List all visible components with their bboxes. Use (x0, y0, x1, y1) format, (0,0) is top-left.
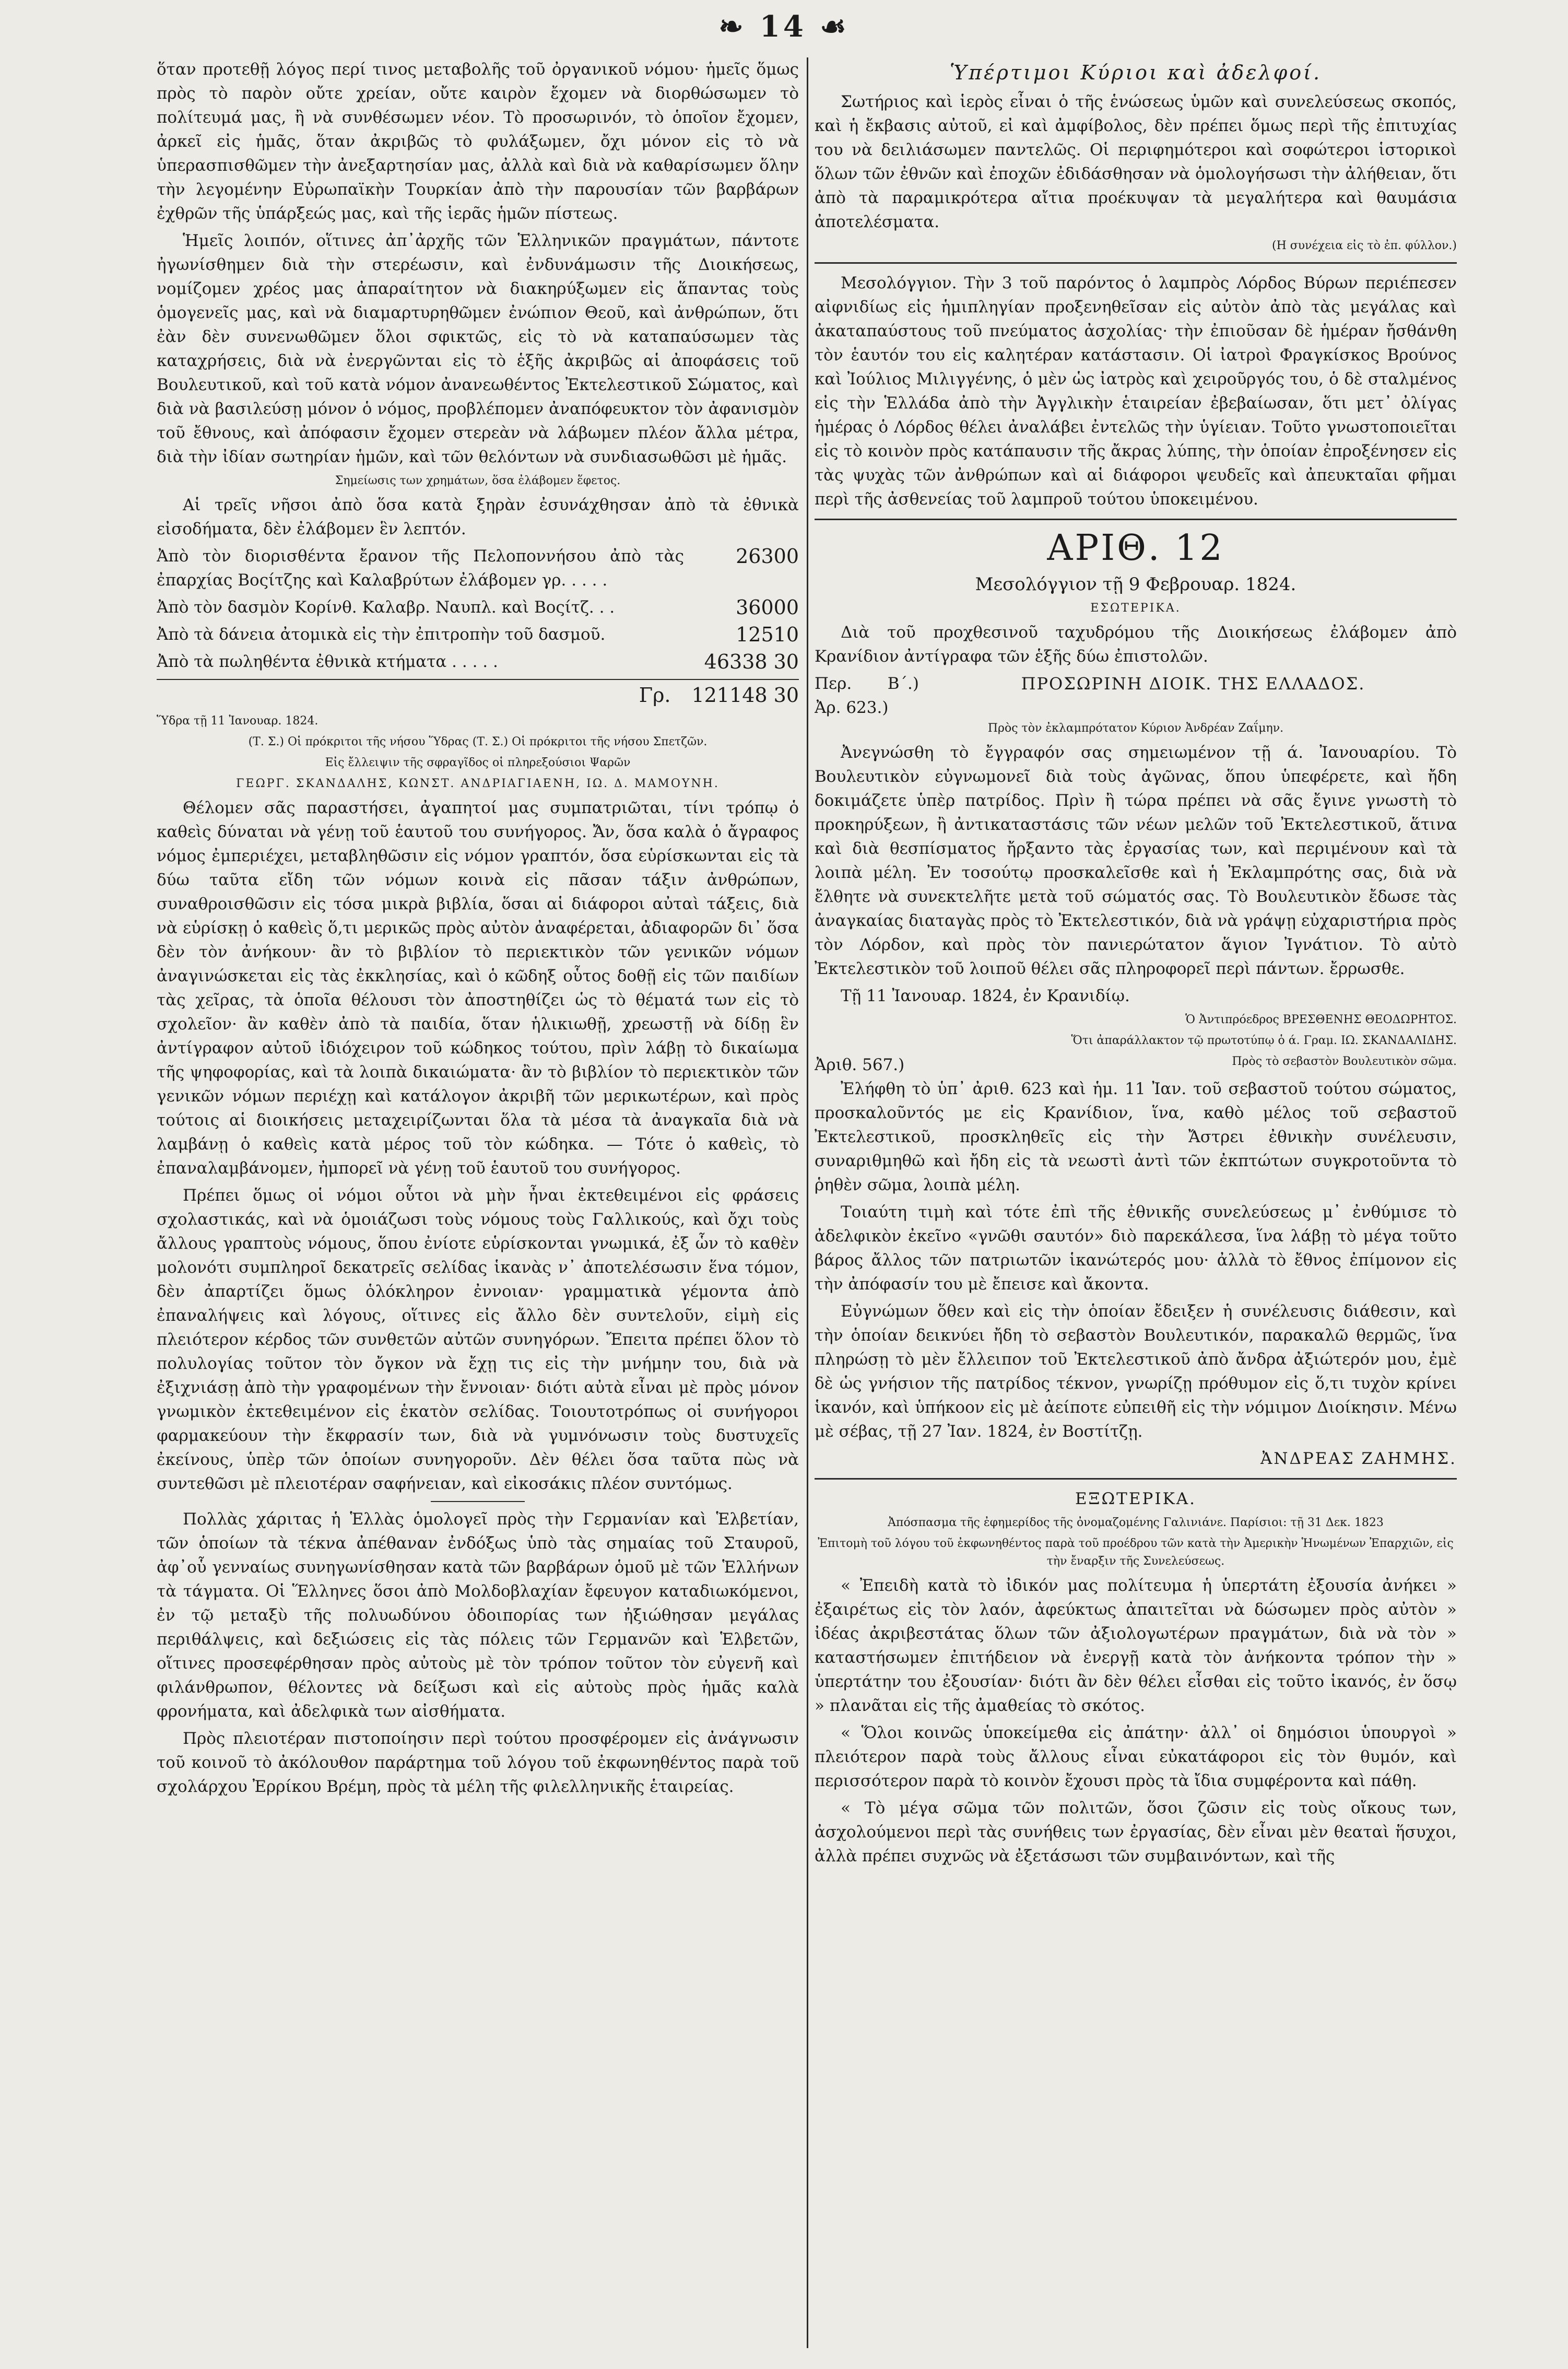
divider (815, 519, 1457, 520)
signature-zaimis: ἈΝΔΡΕΑΣ ΖΑΗΜΗΣ. (1260, 1449, 1457, 1468)
column-rule (807, 57, 808, 2348)
funds-item-amount: 12510 (736, 623, 799, 646)
right-paragraph-2: Μεσολόγγιον. Τὴν 3 τοῦ παρόντος ὁ λαμπρὸς Λόρδος Βύρων περιέπεσεν αἰφνιδίως εἰς ἡμιπληγίαν προξενηθεῖσαν εἰς αὐτὸν ἀπὸ τὰς μεγάλας καὶ ἀκαταπαύστους τοῦ πνεύματος ἀσχολίας· τὴν ἐπιοῦσαν δὲ ἡμέραν ἤσθάνθη τὸν ἑαυτόν του εἰς καλητέραν κατάστασιν. Οἱ ἰατροὶ Φραγκίσκος Βρούνος καὶ Ἰούλιος Μιλιγγένης, ὁ μὲν ὡς ἰατρὸς καὶ χειροῦργός του, ὁ δὲ σταλμένος εἰς τὴν Ἑλλάδα ἀπὸ τὴν Ἀγγλικὴν ἑταιρείαν ἐβεβαίωσαν, ὅτι μετ᾽ ὀλίγας ἡμέρας ὁ Λόρδος θέλει ἀναλάβει ἐντελῶς τὴν ὑγίειαν. Τοῦτο γνωστοποιεῖται εἰς τὸ κοινὸν πρὸς κατάπαυσιν τῆς ἄκρας λύπης, τὴν ὁποίαν ἐπροξένησεν εἰς τὰς ψυχὰς τῶν ἀνθρώπων καὶ αἱ διάφοροι ψευδεῖς καὶ ἀπευκταῖαι φῆμαι περὶ τῆς ἀσθενείας τοῦ λαμπροῦ τούτου ὑποκειμένου. (815, 274, 1457, 509)
left-paragraph-5: Πρέπει ὅμως οἱ νόμοι οὗτοι νὰ μὴν ἦναι ἐκτεθειμένοι εἰς φράσεις σχολαστικάς, καὶ νὰ ὁμοιάζωσι τοὺς νόμους τοὺς Γαλλικούς, καὶ ὄχι τοὺς ἄλλους γραπτοὺς νόμους, ὅπου ἐνίοτε εὑρίσκονται γνωμικά, ἐξ ὧν τὸ καθὲν μολονότι συμπληροῖ δεκατρεῖς σελίδας ἱκανὰς ν᾽ ἀποτελέσωσιν ἕνα τόμον, δὲν ἀπαρτίζει ὅμως ὁλόκληρον ἐννοιαν· γραμματικὰ γέμοντα ἀπὸ ἐπαναλήψεις καὶ λόγους, οἵτινες εἰς ἄλλο δὲν συντελοῦν, εἰμὴ εἰς πλειότερον κέρδος τῶν συνθετῶν αὐτῶν συνηγόρων. Ἔπειτα πρέπει ὅλον τὸ πολυλογίας τοῦτον τὸν ὄγκον νὰ ἔχῃ τις εἰς τὴν μνήμην του, διὰ νὰ ἐξιχνιάσῃ ἀπὸ τὴν γραφομένων τὴν ἔννοιαν· διότι αὐτὰ εἶναι μὲ πρὸς μόνον γνωμικὸν ἐκτεθειμένον εἰς ἑκατὸν σελίδας. Τοιουτοτρόπως οἱ συνήγοροι φαρμακεύουν τὴν ἔκφρασίν των, διὰ νὰ γυμνόνωσιν τοὺς δυστυχεῖς ἐκείνους, ὑπὲρ τῶν ὁποίων συνηγοροῦν. Δὲν θέλει ὅσα ταῦτα πὼς νὰ συντεθῶσι μὲ πλειοτέραν σαφήνειαν, καὶ εἰκοσάκις πλέον συντόμως. (157, 1186, 799, 1493)
right-paragraph-9: « Ὅλοι κοινῶς ὑποκείμεθα εἰς ἀπάτην· ἀλλ᾽ οἱ δημόσιοι ὑπουργοὶ » πλειότερον παρὰ τοὺς ἄλλους εἶναι εὐκατάφοροι εἰς τὸν θυμόν, καὶ περισσότερον παρὰ τὸ κοινὸν ἔχουσι πρὸς τὰ ἴδια συμφέροντα καὶ πάθη. (815, 1723, 1457, 1790)
section-heading-interior: ΕΣΩΤΕΡΙΚΑ. (1090, 602, 1181, 615)
seals-line-2: Εἰς ἔλλειψιν τῆς σφραγῖδος οἱ πληρεξούσιοι Ψαρῶν (325, 756, 631, 769)
letter-date: Τῇ 11 Ἰανουαρ. 1824, ἐν Κρανιδίῳ. (841, 987, 1130, 1005)
divider (431, 1501, 525, 1502)
funds-item-amount: 46338 30 (704, 650, 799, 673)
funds-item-1 (157, 544, 799, 592)
issue-title: ΑΡΙΘ. 12 (1047, 527, 1224, 569)
funds-item-amount: 26300 (736, 545, 799, 568)
extract-description: Ἐπιτομὴ τοῦ λόγου τοῦ ἐκφωνηθέντος παρὰ τοῦ προέδρου τῶν κατὰ τὴν Ἀμερικὴν Ἡνωμένων Ἐπαρχιῶν, εἰς τὴν ἔναρξιν τῆς Συνελεύσεως. (818, 1537, 1454, 1568)
extract-source: Ἀπόσπασμα τῆς ἐφημερίδος τῆς ὀνομαζομένης Γαλινιάνε. Παρίσιοι: τῇ 31 Δεκ. 1823 (888, 1516, 1384, 1529)
funds-total-label: Γρ. (639, 684, 671, 707)
right-paragraph-1: Σωτήριος καὶ ἱερὸς εἶναι ὁ τῆς ἑνώσεως ὑμῶν καὶ συνελεύσεως σκοπός, καὶ ἡ ἔκβασις αὐτοῦ, εἰ καὶ ἀμφίβολος, δὲν πρέπει ὅμως περὶ τῆς ἐπιτυχίας του νὰ δειλιάσωμεν παντελῶς. Οἱ περιφημότεροι καὶ σοφώτεροι ἱστορικοὶ ὅλων τῶν ἐθνῶν καὶ ἐποχῶν ἐδιδάσθησαν νὰ ὁμολογήσωσι τὴν ἀλήθειαν, ὅτι ἀπὸ τὰ παραμικρότερα αἴτια προέκυψαν τὰ μεγαλήτερα καὶ θαυμάσια ἀποτελέσματα. (815, 92, 1457, 231)
left-paragraph-1: ὅταν προτεθῇ λόγος περί τινος μεταβολῆς τοῦ ὀργανικοῦ νόμου· ἡμεῖς ὅμως πρὸς τὸ παρὸν οὔτε χρείαν, οὔτε καιρὸν ἔχομεν νὰ διορθώσωμεν τὸ πολίτευμά μας, ἢ νὰ συνθέσωμεν νέον. Τὸ προσωρινόν, τὸ ὁποῖον ἔχομεν, ἀρκεῖ εἰς ἡμᾶς, ὅταν ἀκριβῶς τὸ φυλάξωμεν, ὄχι μόνον εἰς τὸ νὰ ὑπερασπισθῶμεν τὴν ἀνεξαρτησίαν μας, ἀλλὰ καὶ διὰ νὰ καθαρίσωμεν ὅλην τὴν λεγομένην Εὐρωπαϊκὴν Τουρκίαν ἀπὸ τὴν παρουσίαν τῶν βαρβάρων ἐχθρῶν τῆς ὑπάρξεώς μας, καὶ τῆς ἱερᾶς ἡμῶν πίστεως. (157, 60, 799, 223)
letter-reference: Περ. Β΄.) Ἀρ. 623.) (815, 674, 919, 717)
page-number-header (0, 9, 1568, 44)
signature-secretary: Ὅτι ἀπαράλλακτον τῷ πρωτοτύπῳ ὁ ά. Γραμ. ΙΩ. ΣΚΑΝΔΑΛΙΔΗΣ. (1071, 1034, 1457, 1047)
funds-item-3 (157, 623, 799, 647)
left-paragraph-6: Πολλὰς χάριτας ἡ Ἑλλὰς ὁμολογεῖ πρὸς τὴν Γερμανίαν καὶ Ἑλβετίαν, τῶν ὁποίων τὰ τέκνα ἀπέθαναν ἐνδόξως ὑπὸ τὰς σημαίας τοῦ Σταυροῦ, ἀφ᾽οὗ γενναίως συνηγωνίσθησαν κατὰ τῶν βαρβάρων ὁμοῦ μὲ τῶν Ἑλλήνων τὰ τάγματα. Οἱ Ἕλληνες ὅσοι ἀπὸ Μολδοβλαχίαν ἔφευγον καταδιωκόμενοι, ἐν τῷ μεταξὺ τῆς πολυωδύνου ὁδοιπορίας των ἠξιώθησαν μεγάλας περιθάλψεις, καὶ δεξιώσεις εἰς τὰς πόλεις τῶν Γερμανῶν καὶ Ἑλβετῶν, οἵτινες προσεφέρθησαν πρὸς αὐτοὺς μὲ τὸν τρόπον τοῦτον τὸν εὐγενῆ καὶ φιλάνθρωπον, θέλοντες νὰ δείξωσι καὶ εἰς αὐτοὺς πρὸς ἡμᾶς καλὰ φρονήματα, καὶ ἀδελφικὰ των αἰσθήματα. (157, 1510, 799, 1721)
ornament-left: ❧ (718, 9, 760, 44)
left-paragraph-2: Ἡμεῖς λοιπόν, οἵτινες ἀπ᾽ἀρχῆς τῶν Ἑλληνικῶν πραγμάτων, πάντοτε ἠγωνίσθημεν διὰ τὴν στερέωσιν, καὶ ἐνδυνάμωσιν τῆς Διοικήσεως, νομίζομεν χρέος μας ἀπαραίτητον νὰ διακηρύξωμεν εἰς ἅπαντας τοὺς ὁμογενεῖς μας, καὶ νὰ διαμαρτυρηθῶμεν ἐνώπιον Θεοῦ, καὶ ἀνθρώπων, ὅτι ἐὰν δὲν συνενωθῶμεν ὅλοι σφικτῶς, εἰς τὸ νὰ καταπαύσωμεν τὰς καταχρήσεις, διὰ νὰ ἐνεργῶνται εἰς τὸ ἑξῆς ἀκριβῶς αἱ ἀποφάσεις τοῦ Βουλευτικοῦ, καὶ τοῦ κατὰ νόμον ἀνανεωθέντος Ἐκτελεστικοῦ Σώματος, καὶ διὰ νὰ βασιλεύσῃ μόνον ὁ νόμος, προβλέπομεν ἀναπόφευκτον τὸν ἀφανισμὸν τοῦ ἔθνους, καὶ ἀπόφασιν ἔχομεν στερεὰν νὰ λάβωμεν πλέον ἄλλα μέτρα, διὰ τὴν ἰδίαν σωτηρίαν ἡμῶν, καὶ τῶν θελόντων νὰ συνδιασωθῶσι μὲ ἡμᾶς. (157, 231, 799, 466)
addressee-line: Πρὸς τὸν ἐκλαμπρότατον Κύριον Ἀνδρέαν Ζαΐμην. (987, 722, 1284, 735)
right-paragraph-7: Εὐγνώμων ὅθεν καὶ εἰς τὴν ὁποίαν ἔδειξεν ἡ συνέλευσις διάθεσιν, καὶ τὴν ὁποίαν δεικνύει ἤδη τὸ σεβαστὸν Βουλευτικόν, παρακαλῶ θερμῶς, ἵνα πληρώσῃ τὸ μὲν ἔλλειπον τοῦ Ἐκτελεστικοῦ ἀπὸ ἄνδρα ἀξιώτερόν μου, ἐμὲ δὲ ὡς γνήσιον τῆς πατρίδος τέκνον, γνωρίζῃ πρόθυμον εἰς ὅ,τι τυχὸν κρίνει ἱκανόν, καὶ ὑπήκοον εἰς μὲ ἀείποτε εὐπειθῆ εἰς τὴν νόμιμον Διοίκησιν. Μένω μὲ σέβας, τῇ 27 Ἰαν. 1824, ἐν Βοστίτζῃ. (815, 1302, 1457, 1441)
government-title: ΠΡΟΣΩΡΙΝΗ ΔΙΟΙΚ. ΤΗΣ ΕΛΛΑΔΟΣ. (1021, 674, 1365, 694)
signature-vice-president: Ὁ Ἀντιπρόεδρος ΒΡΕΣΘΕΝΗΣ ΘΕΟΔΩΡΗΤΟΣ. (1185, 1013, 1457, 1026)
left-paragraph-7: Πρὸς πλειοτέραν πιστοποίησιν περὶ τούτου προσφέρομεν εἰς ἀνάγνωσιν τοῦ κοινοῦ τὸ ἀκόλουθον παράρτημα τοῦ λόγου τοῦ ἐκφωνηθέντος παρὰ τοῦ σχολάρχου Ἐρρίκου Βρέμη, πρὸς τὰ μέλη τῆς φιλελληνικῆς ἑταιρείας. (157, 1729, 799, 1796)
divider (815, 262, 1457, 264)
letter-header-2 (815, 1053, 1457, 1077)
funds-total-amount: 121148 30 (691, 684, 799, 707)
funds-item-label: Ἀπὸ τὰ πωληθέντα ἐθνικὰ κτήματα . . . . . (157, 652, 498, 671)
ornament-right: ☙ (806, 9, 850, 44)
left-paragraph-4: Θέλομεν σᾶς παραστήσει, ἀγαπητοί μας συμπατριῶται, τίνι τρόπῳ ὁ καθεὶς δύναται νὰ γένῃ τοῦ ἑαυτοῦ του συνήγορος. Ἄν, ὅσα καλὰ ὁ ἄγραφος νόμος ἐμπεριέχει, μεταβληθῶσιν εἰς νόμον γραπτόν, ὅσα εὑρίσκωνται εἰς τὰ δύω ταῦτα εἴδη τῶν νόμων κοινὰ εἰς πᾶσαν τάξιν ἀνθρώπων, συναθροισθῶσιν εἰς τόσα μικρὰ βιβλία, ὅσαι αἱ διάφοροι αὐταὶ τάξεις, διὰ νὰ εὑρίσκῃ ὁ καθεὶς ὅ,τι μερικῶς πρὸς αὐτὸν ἀναφέρεται, ἀδιαφορῶν δι᾽ ὅσα δὲν τὸν ἀνήκουν· ἂν τὸ βιβλίον τὸ περιεκτικὸν τῶν γενικῶν νόμων ἀναγινώσκεται εἰς τὰς ἐκκλησίας, καὶ ὁ κῶδηξ οὗτος δοθῇ εἰς τῶν παιδίων τὰς χεῖρας, τὰ ὁποῖα θέλουσι τὸν ἀποστηθίζει ὡς τὸ θέματά των εἰς τὸ σχολεῖον· ἂν καθὲν ἀπὸ τὰ παιδία, ὅταν ἡλικιωθῇ, χρεωστῇ νὰ δίδῃ ἓν ἀντίγραφον αὐτοῦ ἰδιόχειρον τοῦ κώδηκος τούτου, πρὶν λάβῃ τὸ δικαίωμα τῆς ψηφοφορίας, καὶ τὰ λοιπὰ δικαιώματα· ἂν τὸ βιβλίον τὸ περιεκτικὸν τῶν γενικῶν νόμων περιέχῃ καὶ κατάλογον ἀκριβῆ τῶν μερικωτέρων, καὶ πρὸς τούτοις αἱ διοικήσεις μεταχειρίζωνται ὅλα τὰ μέσα τὰ ἀναγκαῖα διὰ νὰ λαμβάνῃ ὁ καθεὶς κατὰ μέρος τοῦ τὸν κώδηκα. — Τότε ὁ καθεὶς, τὸ ἐπαναλαμβάνομεν, ἠμπορεῖ νὰ γένῃ τοῦ ἑαυτοῦ του συνήγορος. (157, 799, 799, 1178)
right-paragraph-10: « Τὸ μέγα σῶμα τῶν πολιτῶν, ὅσοι ζῶσιν εἰς τοὺς οἴκους των, ἀσχολούμενοι περὶ τὰς συνήθεις των ἐργασίας, δὲν εἶναι μὲν θεαταὶ ἥσυχοι, ἀλλὰ πρέπει συχνῶς νὰ ἐξετάσωσι τῶν συμβαινόντων, καὶ τῆς (815, 1799, 1457, 1866)
funds-note: Σημείωσις των χρημάτων, ὅσα ἐλάβομεν ἕφετος. (335, 474, 621, 487)
funds-item-label: Ἀπὸ τὸν διορισθέντα ἔρανον τῆς Πελοποννήσου ἀπὸ τὰς ἐπαρχίας Βοςίτζης καὶ Καλαβρύτων ἐλάβομεν γρ. . . . . (157, 547, 684, 590)
right-paragraph-6: Τοιαύτη τιμὴ καὶ τότε ἐπὶ τῆς ἐθνικῆς συνελεύσεως μ᾽ ἐνθύμισε τὸ ἀδελφικὸν ἐκεῖνο «γνῶθι σαυτόν» διὸ παρεκάλεσα, ἵνα λάβῃ τὸ μέγα τοῦτο βάρος ἄλλος τῶν πατριωτῶν ἱκανώτερός μου· ἀλλὰ τὸ ἔθνος ἐπίμονον εἰς τὴν ἀπόφασίν του μὲ ἔπεισε καὶ ἄκοντα. (815, 1203, 1457, 1294)
continued-note: (Η συνέχεια εἰς τὸ ἐπ. φύλλον.) (1272, 239, 1457, 252)
page-number: 14 (759, 9, 807, 44)
addressee-line-2: Πρὸς τὸ σεβαστὸν Βουλευτικὸν σῶμα. (1232, 1055, 1457, 1068)
seals-line: (Τ. Σ.) Οἱ πρόκριτοι τῆς νήσου Ὕδρας (Τ. Σ.) Οἱ πρόκριτοι τῆς νήσου Σπετζῶν. (248, 735, 708, 748)
funds-total (157, 679, 799, 707)
funds-item-2 (157, 595, 799, 619)
signatories: ΓΕΩΡΓ. ΣΚΑΝΔΑΛΗΣ, ΚΩΝΣΤ. ΑΝΔΡΙΑΓΙΑΕΝΗ, ΙΩ. Δ. ΜΑΜΟΥΝΗ. (236, 777, 720, 790)
letter-header (815, 672, 1457, 720)
left-paragraph-3: Αἱ τρεῖς νῆσοι ἀπὸ ὅσα κατὰ ξηρὰν ἐσυνάχθησαν ἀπὸ τὰ ἐθνικὰ εἰσοδήματα, δὲν ἐλάβομεν ἓν λεπτόν. (157, 496, 799, 538)
hydra-date-line: Ὕδρα τῇ 11 Ἰανουαρ. 1824. (157, 714, 319, 728)
letter-reference-2: Ἀριθ. 567.) (815, 1056, 905, 1074)
right-paragraph-8: « Ἐπειδὴ κατὰ τὸ ἰδικόν μας πολίτευμα ἡ ὑπερτάτη ἐξουσία ἀνήκει » ἐξαιρέτως εἰς τὸν λαόν, ἀφεύκτως ἀπαιτεῖται νὰ δώσωμεν πρὸς αὐτὸν » ἰδέας ἀκριβεστάτας ὅλων τῶν ἀξιολογωτέρων πραγμάτων, διὰ νὰ τὸν » καταστήσωμεν ἐπιτήδειον νὰ ἐνεργῇ κατὰ τὸν ἀνήκοντα τρόπον τὴν » ὑπερτάτην του ἐξουσίαν· διότι ἂν δὲν θέλει εἶσθαι εἰς τοῦτο ἱκανός, ἐν ὅσῳ » πλανᾶται εἰς τῆς ἀμαθείας τὸ σκότος. (815, 1576, 1457, 1715)
right-paragraph-5: Ἐλήφθη τὸ ὑπ᾽ ἀριθ. 623 καὶ ἡμ. 11 Ἰαν. τοῦ σεβαστοῦ τούτου σώματος, προσκαλοῦντός με εἰς Κρανίδιον, ἵνα, καθὸ μέλος τοῦ σεβαστοῦ Ἐκτελεστικοῦ, προσκληθεῖς εἰς τὴν Ἄστρει ἐθνικὴν συνέλευσιν, συναριθμηθῶ καὶ ἤδη εἰς τὰ νεωστὶ ἀντὶ τῶν ἐκπτώτων συγκροτοῦντα τὸ ῥηθὲν σῶμα, λοιπὰ μέλη. (815, 1080, 1457, 1194)
funds-item-4 (157, 650, 799, 674)
divider (815, 1478, 1457, 1480)
funds-item-label: Ἀπὸ τὰ δάνεια ἀτομικὰ εἰς τὴν ἐπιτροπὴν τοῦ δασμοῦ. (157, 625, 606, 644)
funds-item-amount: 36000 (736, 596, 799, 619)
right-paragraph-4: Ἀνεγνώσθη τὸ ἔγγραφόν σας σημειωμένον τῇ ά. Ἰανουαρίου. Τὸ Βουλευτικὸν εὐγνωμονεῖ διὰ τοὺς ἀγῶνας, ὅπου ὑπεφέρετε, καὶ ἤδη δοκιμάζετε ὑπὲρ πατρίδος. Πρὶν ἢ τώρα πρέπει νὰ σᾶς ἔγινε γνωστὴ τὸ προκηρύξεων, ἢ ἀντικαταστάσις τῶν νέων μελῶν τοῦ Ἐκτελεστικοῦ, ἅτινα καὶ διὰ θεσπίσματος ἤρξαντο τὰς ἐργασίας των, καὶ περιμένουν καὶ τὰ λοιπὰ μέλη. Ἐν τοσούτῳ προσκαλεῖσθε καὶ ἡ Ἐκλαμπρότης σας, διὰ νὰ ἔλθητε νὰ συνεκτελῆτε μετὰ τοῦ σώματός σας. Τὸ Βουλευτικὸν ἔδωσε τὰς ἀναγκαίας διαταγὰς πρὸς τὸ Ἐκτελεστικόν, διὰ νὰ γράψῃ εὐχαριστήρια πρὸς τὸν Λόρδον, καὶ πρὸς τὸν πανιερώτατον ἅγιον Ἰγνάτιον. Τὸ αὐτὸ Ἐκτελεστικὸν τοῦ λοιποῦ θέλει σᾶς πληροφορεῖ περὶ πάντων. ἔρρωσθε. (815, 743, 1457, 978)
right-paragraph-3: Διὰ τοῦ προχθεσινοῦ ταχυδρόμου τῆς Διοικήσεως ἐλάβομεν ἀπὸ Κρανίδιον ἀντίγραφα τῶν ἑξῆς δύω ἐπιστολῶν. (815, 623, 1457, 666)
left-column (157, 57, 799, 2348)
section-heading-exterior: ΕΞΩΤΕΡΙΚΑ. (1075, 1490, 1196, 1508)
right-title: Ὑπέρτιμοι Κύριοι καὶ ἀδελφοί. (949, 61, 1322, 84)
funds-item-label: Ἀπὸ τὸν δασμὸν Κορίνθ. Καλαβρ. Ναυπλ. καὶ Βοςίτζ. . . (157, 598, 615, 617)
right-column (815, 57, 1457, 2348)
issue-date: Μεσολόγγιον τῇ 9 Φεβρουαρ. 1824. (975, 574, 1296, 595)
